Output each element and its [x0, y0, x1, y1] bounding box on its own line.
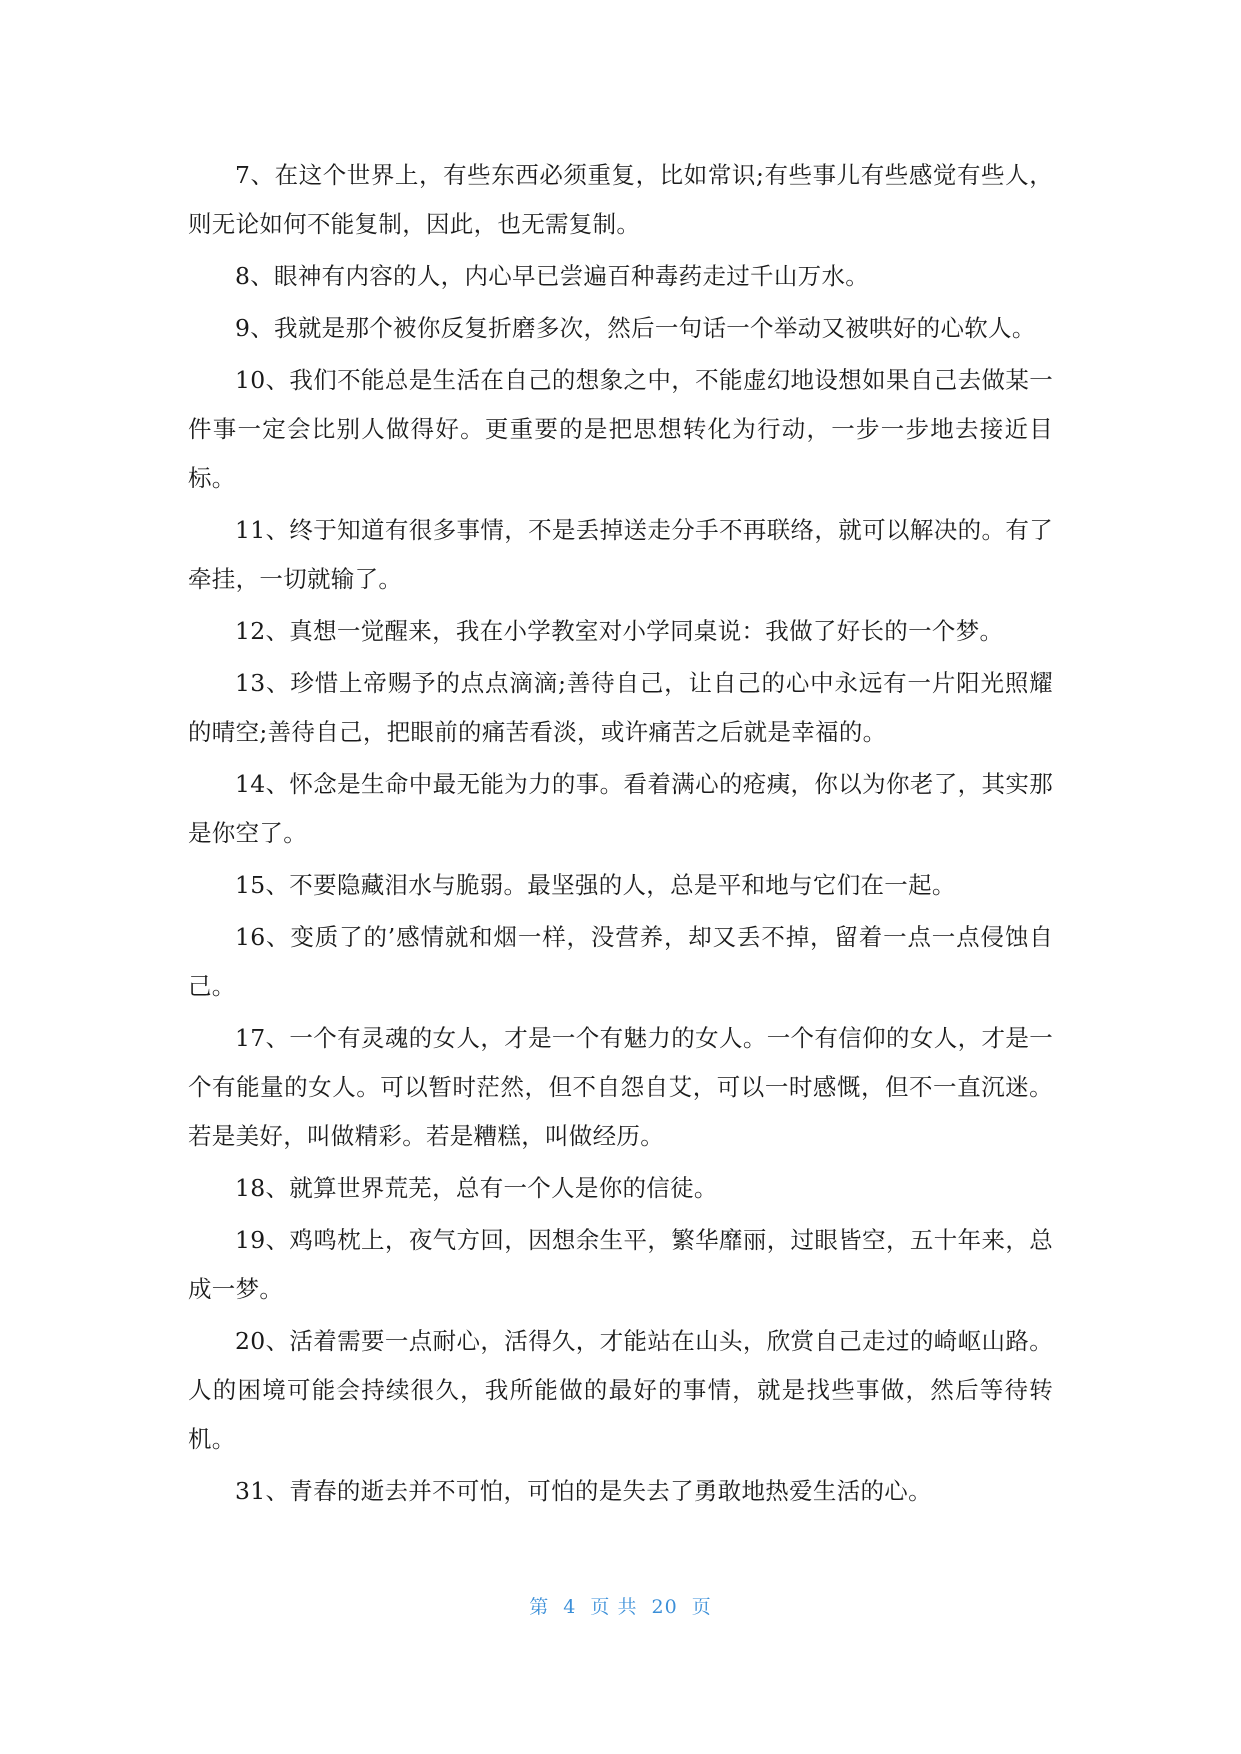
paragraph-19: 19、鸡鸣枕上，夜气方回，因想余生平，繁华靡丽，过眼皆空，五十年来，总成一梦。 — [188, 1226, 1053, 1303]
paragraph-20: 20、活着需要一点耐心，活得久，才能站在山头，欣赏自己走过的崎岖山路。人的困境可能会持续很久，我所能做的最好的事情，就是找些事做，然后等待转机。 — [188, 1327, 1053, 1453]
paragraph-9: 9、我就是那个被你反复折磨多次，然后一句话一个举动又被哄好的心软人。 — [235, 314, 1036, 342]
page-number-footer: 第 4 页 共 20 页 — [529, 1596, 712, 1618]
paragraph-14: 14、怀念是生命中最无能为力的事。看着满心的疮痍，你以为你老了，其实那是你空了。 — [188, 770, 1053, 847]
paragraph-17: 17、一个有灵魂的女人，才是一个有魅力的女人。一个有信仰的女人，才是一个有能量的女人。可以暂时茫然，但不自怨自艾，可以一时感慨，但不一直沉迷。若是美好，叫做精彩。若是糟糕，叫做经历。 — [188, 1024, 1053, 1150]
paragraph-13: 13、珍惜上帝赐予的点点滴滴;善待自己，让自己的心中永远有一片阳光照耀的晴空;善待自己，把眼前的痛苦看淡，或许痛苦之后就是幸福的。 — [188, 669, 1053, 746]
paragraph-16: 16、变质了的’感情就和烟一样，没营养，却又丢不掉，留着一点一点侵蚀自己。 — [188, 923, 1053, 1000]
paragraph-8: 8、眼神有内容的人，内心早已尝遍百种毒药走过千山万水。 — [235, 262, 870, 290]
paragraph-10: 10、我们不能总是生活在自己的想象之中，不能虚幻地设想如果自己去做某一件事一定会比别人做得好。更重要的是把思想转化为行动，一步一步地去接近目标。 — [188, 366, 1053, 492]
paragraph-15: 15、不要隐藏泪水与脆弱。最坚强的人，总是平和地与它们在一起。 — [235, 871, 956, 899]
paragraph-11: 11、终于知道有很多事情，不是丢掉送走分手不再联络，就可以解决的。有了牵挂，一切就输了。 — [188, 516, 1053, 593]
paragraph-12: 12、真想一觉醒来，我在小学教室对小学同桌说：我做了好长的一个梦。 — [235, 617, 1004, 645]
paragraph-7: 7、在这个世界上，有些东西必须重复，比如常识;有些事儿有些感觉有些人，则无论如何不能复制，因此，也无需复制。 — [188, 161, 1053, 238]
document-body — [188, 151, 1053, 1519]
paragraph-18: 18、就算世界荒芜，总有一个人是你的信徒。 — [235, 1174, 718, 1202]
paragraph-31: 31、青春的逝去并不可怕，可怕的是失去了勇敢地热爱生活的心。 — [235, 1477, 932, 1505]
